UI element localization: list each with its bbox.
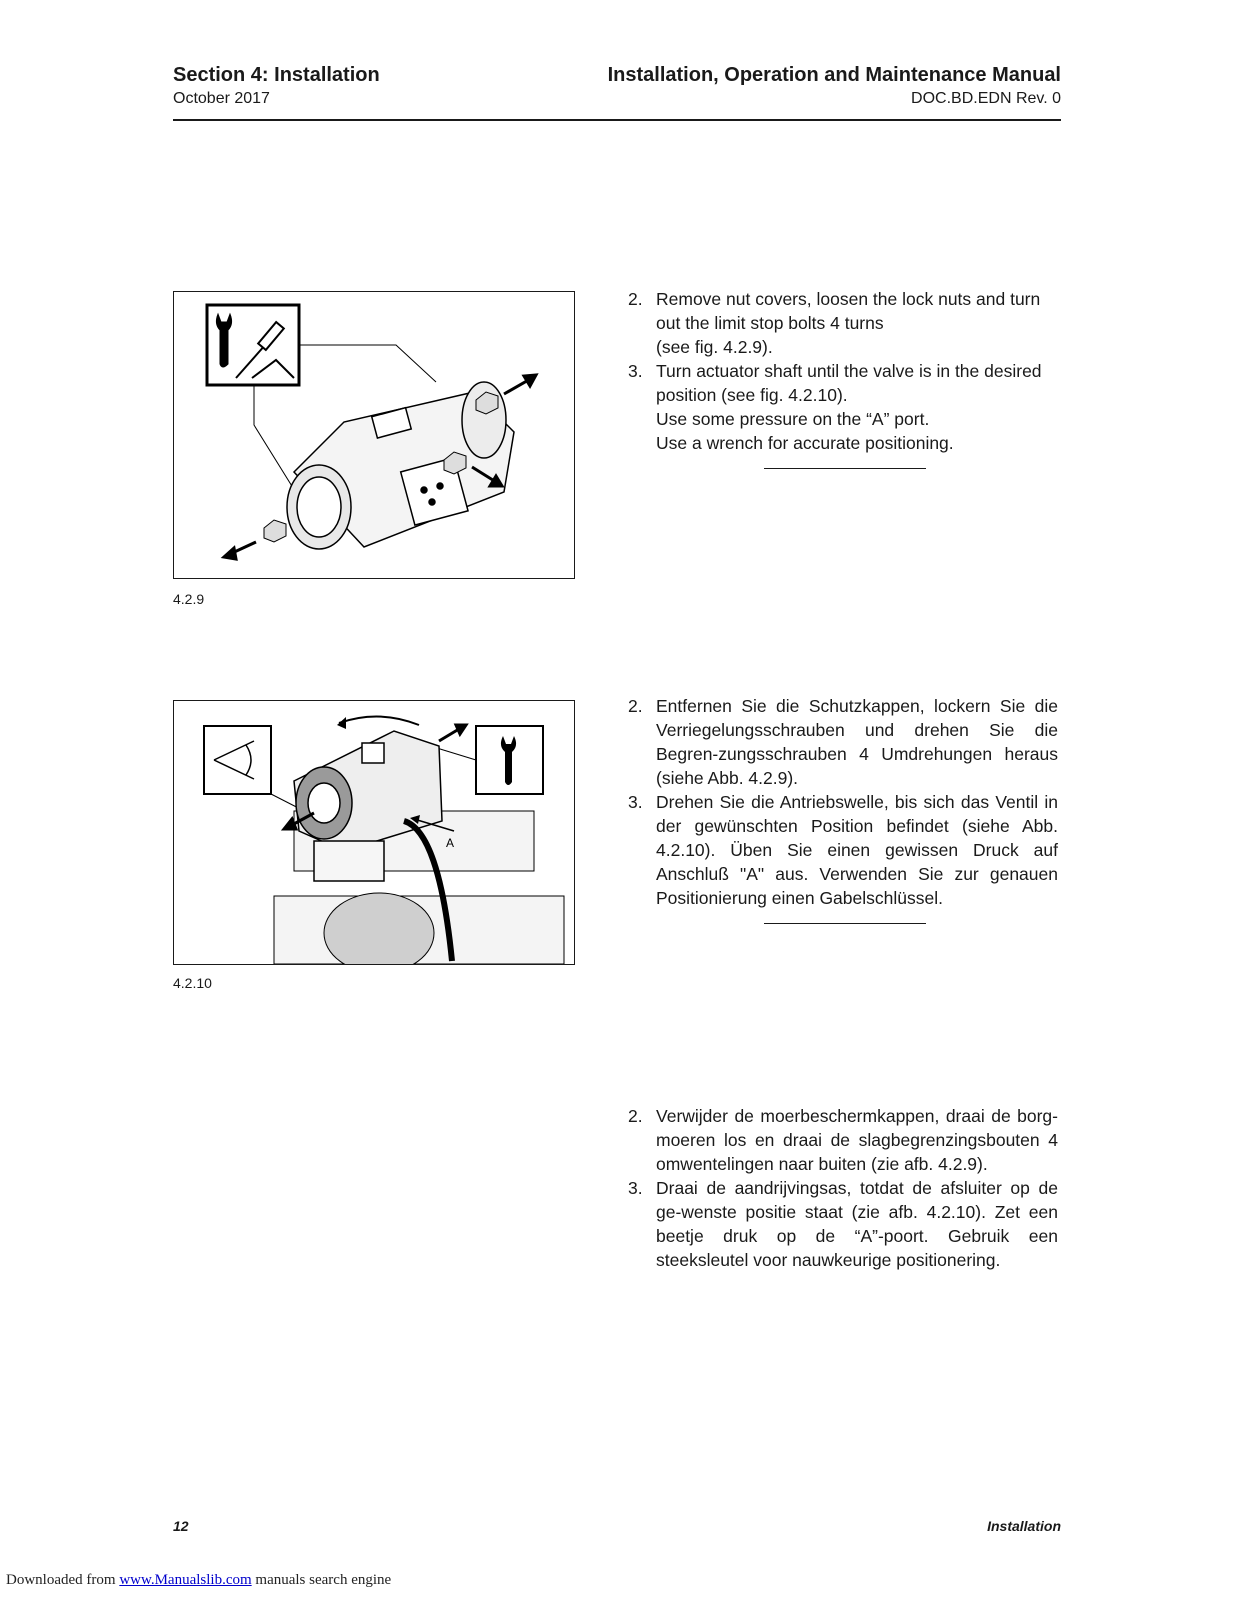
steps-dutch (628, 1104, 1058, 1272)
step-text: Drehen Sie die Antriebswelle, bis sich das Ventil in der gewünschten Position befindet (siehe Abb. 4.2.10). Üben Sie einen gewissen Druck auf Anschluß "A" aus. Verwenden Sie zur genauen Positionierung einen Gabelschlüssel. (656, 792, 1058, 908)
page-number: 12 (173, 1518, 189, 1534)
step-text: Entfernen Sie die Schutzkappen, lockern Sie die Verriegelungsschrauben und drehen Sie die Begren-zungsschrauben 4 Umdrehungen heraus (siehe Abb. 4.2.9). (656, 696, 1058, 788)
figure-actuator-limit-stops (173, 291, 575, 579)
step-number: 2. (628, 696, 643, 716)
rotation-arrow-icon (339, 716, 419, 725)
step-number: 2. (628, 1106, 643, 1126)
header-divider (173, 119, 1061, 121)
manual-title: Installation, Operation and Maintenance Manual (607, 64, 1061, 86)
step-text: Remove nut covers, loosen the lock nuts and turn out the limit stop bolts 4 turns (see fig. 4.2.9). (656, 289, 1041, 357)
nut-cover-left (264, 520, 286, 542)
step-2 (628, 1104, 1058, 1176)
figure-caption: 4.2.10 (173, 975, 212, 991)
step-number: 3. (628, 361, 643, 381)
manualslib-link[interactable]: www.Manualslib.com (119, 1572, 252, 1588)
figure-caption: 4.2.9 (173, 591, 205, 607)
actuator-illustration (174, 292, 574, 578)
step-text: Verwijder de moerbeschermkappen, draai de borg-moeren los en draai de slagbegrenzingsbouten 4 omwentelingen naar buiten (zie afb. 4.2.9). (656, 1106, 1058, 1174)
document-revision: DOC.BD.EDN Rev. 0 (911, 90, 1061, 107)
download-notice: Downloaded from www.Manualslib.com manuals search engine (6, 1572, 392, 1588)
step-3 (628, 790, 1058, 910)
document-date: October 2017 (173, 90, 270, 107)
step-number: 3. (628, 1178, 643, 1198)
step-number: 2. (628, 289, 643, 309)
positioning-illustration (174, 701, 574, 964)
step-3 (628, 1176, 1058, 1272)
section-separator (764, 923, 926, 924)
section-separator (764, 468, 926, 469)
step-text: Draai de aandrijvingsas, totdat de afsluiter op de ge-wenste positie staat (zie afb. 4.2.10). Zet een beetje druk op de “A”-poort. Gebruik een steeksleutel voor nauwkeurige positionering. (656, 1178, 1058, 1270)
steps-german (628, 694, 1058, 910)
step-2 (628, 287, 1058, 359)
step-2 (628, 694, 1058, 790)
step-text: Turn actuator shaft until the valve is in the desired position (see fig. 4.2.10). Use some pressure on the “A” port. Use a wrench for accurate positioning. (656, 361, 1042, 453)
steps-english (628, 287, 1058, 455)
section-title: Section 4: Installation (173, 64, 380, 86)
step-number: 3. (628, 792, 643, 812)
step-3 (628, 359, 1058, 455)
footer-section: Installation (987, 1518, 1061, 1534)
port-a-label: A (446, 836, 455, 850)
figure-actuator-positioning (173, 700, 575, 965)
